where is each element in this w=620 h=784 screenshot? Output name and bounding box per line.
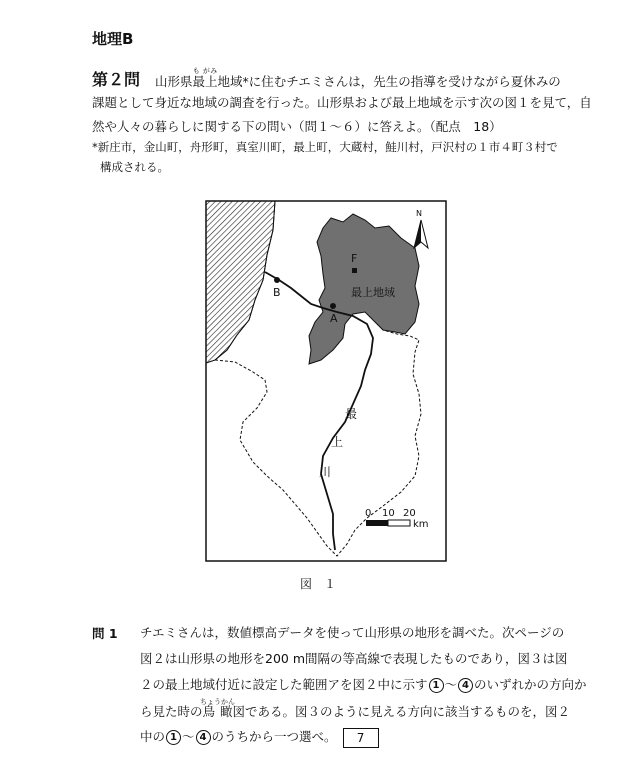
choice-1-icon: 1 <box>166 730 181 745</box>
footnote-line1: *新庄市，金山町，舟形町，真室川町，最上町，大蔵村，鮭川村，戸沢村の１市４町３村で <box>92 140 558 154</box>
q1-line3: ２の最上地域付近に設定した範囲アを図２中に示す 1 ～ 4 のいずれかの方向か <box>140 677 587 692</box>
subject-heading: 地理B <box>92 30 134 48</box>
region-label: 最上地域 <box>351 286 395 299</box>
scale-tick-20: 20 <box>403 508 416 519</box>
river-label-3: 川 <box>319 465 332 479</box>
scale-tick-0: 0 <box>365 508 372 519</box>
q1-line4: ら見た時の鳥瞰ちょうかん図である。図３のように見える方向に該当するものを，図２ <box>140 698 571 719</box>
choice-4-icon: 4 <box>196 730 211 745</box>
scale-tick-10: 10 <box>382 508 395 519</box>
q1-line2: 図２は山形県の地形を200 m間隔の等高線で表現したものであり，図３は図 <box>140 651 568 666</box>
question-intro <box>155 67 595 94</box>
figure-caption: 図 １ <box>300 577 337 591</box>
point-a-label: A <box>330 312 338 325</box>
intro-text-b: 地域*に住むチエミさんは，先生の指導を受けながら夏休みの <box>217 74 561 89</box>
point-f-label: F <box>351 252 358 265</box>
ruby-mogami: 最上も がみ <box>192 67 218 89</box>
question-number: 第２問 <box>92 70 141 89</box>
point-b-label: B <box>273 286 281 299</box>
q1-line1: チエミさんは，数値標高データを使って山形県の地形を調べた。次ページの <box>140 625 565 640</box>
intro-text-a: 山形県 <box>155 74 193 89</box>
scale-unit: km <box>413 519 429 530</box>
q1-line5: 中の 1 ～ 4 のうちから一つ選べ。 7 <box>140 724 595 750</box>
answer-number-box[interactable]: 7 <box>343 728 379 748</box>
north-label: N <box>416 209 422 218</box>
q1-label: 問 1 <box>92 626 118 641</box>
choice-1-icon: 1 <box>429 678 444 693</box>
river-label-1: 最 <box>345 407 358 421</box>
point-f-marker <box>352 268 357 273</box>
ruby-choukan: 鳥瞰ちょうかん <box>200 698 236 719</box>
river-label-2: 上 <box>331 435 344 449</box>
point-b-marker <box>274 277 280 283</box>
map-figure-1 <box>205 200 447 562</box>
point-a-marker <box>330 303 336 309</box>
choice-4-icon: 4 <box>458 678 473 693</box>
question-intro-cont: 課題として身近な地域の調査を行った。山形県および最上地域を示す次の図１を見て，自然や人々の暮らしに関する下の問い（問１～６）に答えよ。（配点 18） <box>92 95 592 134</box>
footnote-line2: 構成される。 <box>100 160 169 174</box>
